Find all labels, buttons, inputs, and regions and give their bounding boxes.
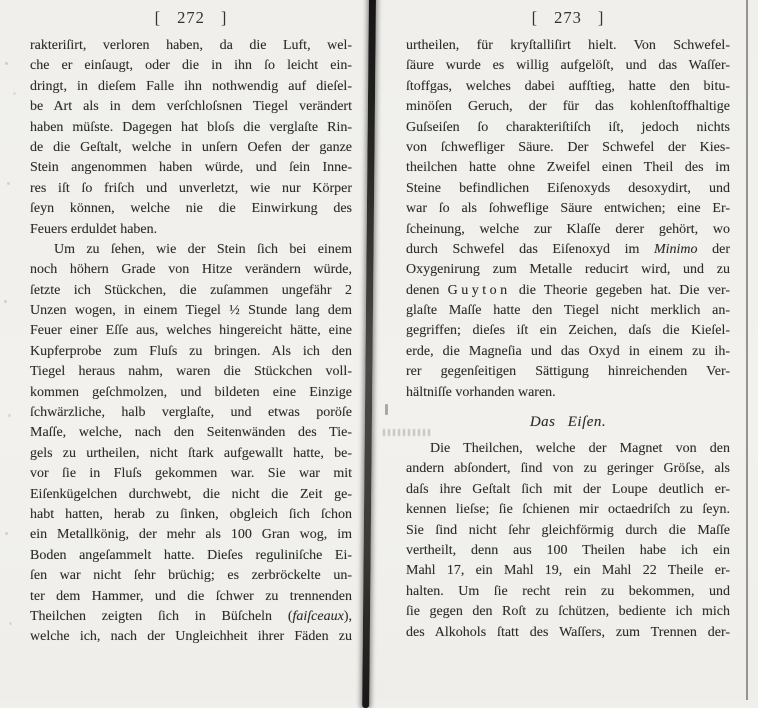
page-right [406,6,730,643]
page-number: 272 [177,8,205,27]
line-text: daſs ihre Geſtalt ſich mit der Loupe deutlich er- [406,481,730,497]
line-text: Boden angeſammelt hatte. Dieſes reguliniſche Ei- [30,547,352,563]
line-text: Eiſenkügelchen durchwebt, die nicht die Zeit ge- [30,486,352,502]
line-text: war ſo als ſohweflige Säure entwichen; eine Er- [406,201,730,217]
page-edge-line [746,0,748,700]
text-line [30,158,352,178]
text-line [406,281,730,301]
text-line [406,97,730,117]
line-text: denen [406,282,448,298]
line-text: vor ſie in Fluſs gekommen war. Sie war mit [30,466,352,482]
text-line [30,56,352,76]
line-text: erde, die Magneſia und das Oxyd in einem zu ih- [406,343,730,359]
text-line [30,403,352,423]
text-line [406,56,730,76]
text-line [406,623,730,643]
text-line [30,301,352,321]
line-text: Feuer einer Eſſe aus, welches hingereicht hätte, eine [30,323,352,339]
line-text: rer gegenſeitigen Sättigung hinreichenden Ver- [406,364,730,380]
line-text: die Theorie gegeben hat. Die ver- [510,282,730,298]
text-line [406,500,730,520]
line-text: ſcheinung, welche zur Klaſſe derer gehört, wo [406,221,730,237]
text-line [406,199,730,219]
text-line [406,260,730,280]
text-line [30,179,352,199]
line-text: habt hatten, herab zu ſinken, obgleich ſich ſchon [30,506,352,522]
line-text: hältniſſe vorhanden waren. [406,384,556,400]
line-text: dringt, in dieſem Falle ihn nothwendig auf dieſel- [30,78,352,94]
text-line [406,220,730,240]
text-line [30,138,352,158]
line-text: Mahl 17, ein Mahl 19, ein Mahl 22 Theile er- [406,563,730,579]
line-text: ter dem Hammer, und die ſchwer zu trennenden [30,588,352,604]
line-text: minöſen Geruch, der für das kohlenſtoffhaltige [406,99,730,115]
line-text: haben müſste. Dagegen hat bloſs die verglaſte Rin- [30,119,352,135]
line-text: Sie ſind nicht ſehr gleichförmig durch die Maſſe [406,522,730,538]
italic-word: Minimo [653,241,698,257]
text-line [30,546,352,566]
text-line [30,444,352,464]
text-line [406,138,730,158]
line-text: andern abſondert, ſind von zu geringer Gröſse, als [406,461,730,477]
text-line [30,525,352,545]
text-line [30,383,352,403]
text-line [30,505,352,525]
line-text: vertheilt, denn aus 100 Theilen habe ich ein [406,542,730,558]
text-line [30,281,352,301]
line-text: noch höhern Grade von Hitze verändern würde, [30,262,352,278]
line-text: Feuers erduldet haben. [30,221,158,237]
page-header [406,6,730,30]
line-text: der [697,241,730,257]
section-heading: Das Eiſen. [529,414,607,431]
page-number: 273 [554,8,582,27]
text-line [406,602,730,622]
italic-word: faiſceaux [292,608,344,624]
line-text: ſeyn können, welche nie die Einwirkung des [30,201,352,217]
ghost-ink-mark [385,404,388,415]
text-line [30,118,352,138]
bracket-close: ] [597,8,605,27]
book-gutter-shadow [362,0,376,708]
text-line [406,301,730,321]
line-text: ſchwärzliche, halb verglaſte, und etwas poröſe [30,405,352,421]
text-line [406,36,730,56]
line-text: res iſt ſo friſch und unverletzt, wie nur Körper [30,180,352,196]
text-column [30,36,352,648]
text-line [406,561,730,581]
line-text: kennen lieſse; ſie ſchienen mir octaedriſch zu ſeyn. [406,502,730,518]
text-line [30,77,352,97]
text-line [30,485,352,505]
line-text: Um zu ſehen, wie der Stein ſich bei einem [54,241,352,257]
line-text: de die Geſtalt, welche in unſern Oefen der ganze [30,139,352,155]
line-text: ſie gegen den Roſt zu ſchützen, bediente ich mich [406,604,730,620]
text-line [30,220,352,240]
line-text: theilchen hatte ohne Zweifel einen Theil des im [406,160,730,176]
text-line [406,240,730,260]
bracket-open: [ [154,8,162,27]
letterspaced-name: Guyton [447,282,511,298]
text-line [30,36,352,56]
line-text: welche ich, nach der Ungleichheit ihrer Fäden zu [30,629,352,645]
line-text: durch Schwefel das Eiſenoxyd im [406,241,654,257]
line-text: urtheilen, für kryſtalliſirt hielt. Von Schwefel- [406,38,730,53]
line-text: von ſchwefliger Säure. Der Schwefel der Kies- [406,139,730,155]
text-line [406,179,730,199]
text-line [406,158,730,178]
line-text: Steine befindlichen Eiſenoxyds desoxydirt, und [406,180,730,196]
text-column [406,439,730,643]
line-text: Maſſe, welche, nach den Seitenwänden des Tie- [30,425,352,441]
line-text: Stein angenommen haben würde, und ſein Inne- [30,160,352,176]
line-text: gels zu urtheilen, nicht ſtark aufgewallt hatte, be- [30,445,352,461]
line-text: Tiegel heraus nahm, waren die Stückchen voll- [30,364,352,380]
bracket-open: [ [531,8,539,27]
text-line [30,199,352,219]
text-line [406,118,730,138]
text-line [406,321,730,341]
text-line [30,240,352,260]
page-header [30,6,352,30]
line-text: Kupferprobe zum Fluſs zu bringen. Als ich den [30,343,352,359]
line-text: ſen war nicht ſehr brüchig; es zerbröckelte un- [30,568,352,584]
line-text: ), [343,608,352,624]
text-line [406,362,730,382]
text-line [30,627,352,647]
text-line [406,77,730,97]
text-line [406,582,730,602]
bracket-close: ] [220,8,228,27]
text-line [30,97,352,117]
text-line [406,541,730,561]
text-line [406,480,730,500]
text-line [30,362,352,382]
line-text: glaſte Maſſe hatte den Tiegel nicht merklich an- [406,303,730,319]
scan-speckles [5,62,8,65]
text-line [30,607,352,627]
text-line [406,439,730,459]
text-line [406,521,730,541]
line-text: Guſseiſen ſo charakteriſtiſch iſt, jedoch nichts [406,119,730,135]
line-text: ein Metallkönig, der mehr als 100 Gran wog, im [30,527,352,543]
line-text: che er einſaugt, oder die in ihn ſo leicht ein- [30,58,352,74]
line-text: ſtoffgas, welches dabei aufſtieg, hatte den bitu- [406,78,730,94]
text-line [406,459,730,479]
text-line [30,342,352,362]
line-text: des Alkohols ſtatt des Waſſers, zum Trennen der- [406,624,730,640]
line-text: rakteriſirt, verloren haben, da die Luft, wel- [30,38,352,53]
text-line [30,464,352,484]
line-text: Theilchen zeigten ſich in Büſcheln ( [30,608,293,624]
line-text: gegriffen; dieſes iſt ein Zeichen, daſs die Kieſel- [406,323,730,339]
line-text: Unzen wogen, in einem Tiegel ½ Stunde lang dem [30,303,352,319]
text-line [30,321,352,341]
line-text: kommen geſchmolzen, und bildeten eine Einzige [30,384,352,400]
line-text: Oxygenirung zum Metalle reducirt wird, und zu [406,262,730,278]
line-text: ſetzte ich Stückchen, die zuſammen ungefähr 2 [30,282,352,298]
text-column [406,36,730,403]
line-text: halten. Um ſie recht rein zu bekommen, und [406,583,730,599]
line-text: Die Theilchen, welche der Magnet von den [430,441,730,457]
text-line [406,383,730,403]
text-line [406,342,730,362]
text-line [30,423,352,443]
line-text: be Art als in dem verſchloſsnen Tiegel verändert [30,99,352,115]
page-left [30,6,352,648]
text-line [30,587,352,607]
text-line [30,260,352,280]
text-line [30,566,352,586]
line-text: ſäure wurde es willig aufgelöſt, und das Waſſer- [406,58,730,74]
